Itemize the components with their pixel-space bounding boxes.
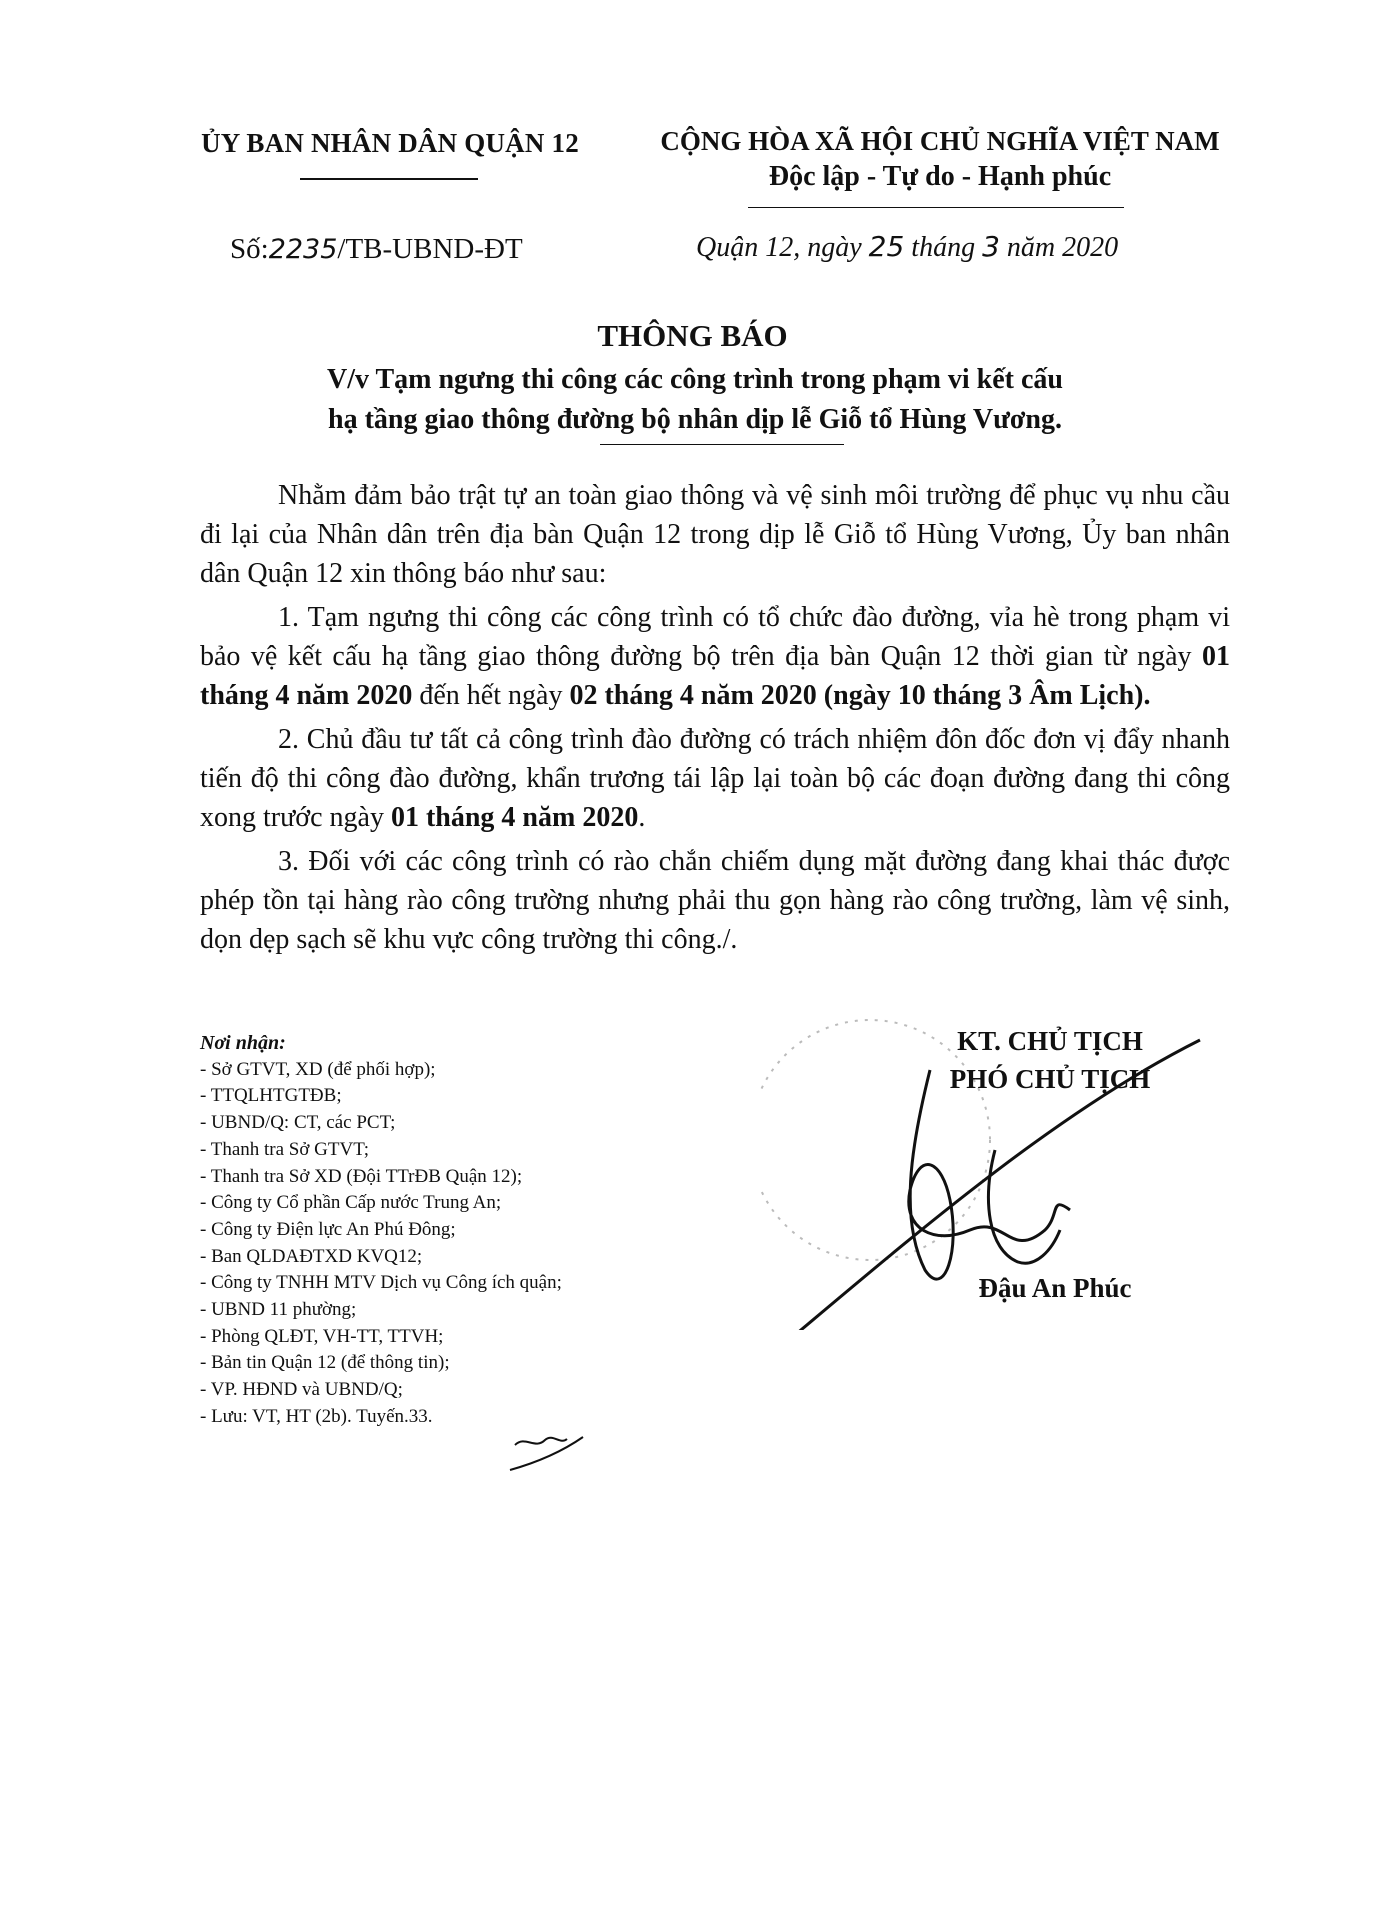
recipient-item: - Công ty TNHH MTV Dịch vụ Công ích quận; [200,1272,562,1294]
intro-paragraph: Nhằm đảm bảo trật tự an toàn giao thông và vệ sinh môi trường để phục vụ nhu cầu đi lại của Nhân dân trên địa bàn Quận 12 trong dịp lễ Giỗ tổ Hùng Vương, Ủy ban nhân dân Quận 12 xin thông báo như sau: [200,480,1230,589]
country-name: CỘNG HÒA XÃ HỘI CHỦ NGHĨA VIỆT NAM [660,126,1220,156]
item-2-paragraph: 2. Chủ đầu tư tất cả công trình đào đường có trách nhiệm đôn đốc đơn vị đẩy nhanh tiến độ thi công đào đường, khẩn trương tái lập lại toàn bộ các đoạn đường đang thi công xong trước ngày 01 tháng 4 năm 2020. [200,724,1230,833]
recipient-item: - Bản tin Quận 12 (để thông tin); [200,1352,450,1374]
signature-title-1: KT. CHỦ TỊCH [957,1026,1143,1056]
motto-underline [748,207,1124,208]
doc-number-suffix: /TB-UBND-ĐT [337,233,523,265]
agency-underline [300,178,478,180]
recipients-title: Nơi nhận: [200,1032,286,1054]
recipient-item: - UBND 11 phường; [200,1299,357,1321]
subject-line-2: hạ tầng giao thông đường bộ nhân dịp lễ Giỗ tổ Hùng Vương. [328,404,1062,435]
document-number [230,233,523,266]
document-title: THÔNG BÁO [597,318,788,353]
recipient-item: - Công ty Điện lực An Phú Đông; [200,1218,456,1240]
doc-number-handwritten: 2235 [268,234,338,265]
signer-name: Đậu An Phúc [978,1273,1132,1303]
item-3-paragraph: 3. Đối với các công trình có rào chắn chiếm dụng mặt đường đang khai thác được phép tồn tại hàng rào công trường nhưng phải thu gọn hàng rào công trường, làm vệ sinh, dọn dẹp sạch sẽ khu vực công trường thi công./. [200,846,1230,955]
subject-underline [600,444,844,445]
recipient-item: - Thanh tra Sở GTVT; [200,1138,370,1160]
date-year: năm 2020 [999,232,1119,263]
date-day: 25 [868,230,905,263]
date-month: 3 [982,230,1000,263]
signature-title-2: PHÓ CHỦ TỊCH [949,1064,1151,1094]
recipient-item: - VP. HĐND và UBND/Q; [200,1379,403,1401]
date-place: Quận 12, ngày [696,232,869,263]
handwritten-initials-icon [505,1425,585,1475]
national-heading [640,126,1240,193]
date-line [696,230,1118,264]
recipient-item: - Lưu: VT, HT (2b). Tuyến.33. [200,1405,433,1427]
recipient-item: - Công ty Cổ phần Cấp nước Trung An; [200,1192,502,1214]
recipient-item: - Ban QLDAĐTXD KVQ12; [200,1245,423,1267]
recipient-item: - Sở GTVT, XD (để phối hợp); [200,1058,436,1080]
signature-block [900,1022,1200,1098]
date-month-label: tháng [904,232,983,263]
recipient-item: - Phòng QLĐT, VH-TT, TTVH; [200,1325,444,1347]
document-body [200,476,1230,964]
doc-number-prefix: Số: [230,233,269,265]
national-motto: Độc lập - Tự do - Hạnh phúc [768,161,1112,192]
issuing-agency: ỦY BAN NHÂN DÂN QUẬN 12 [201,128,579,158]
subject-line-1: V/v Tạm ngưng thi công các công trình trong phạm vi kết cấu [326,364,1064,395]
item-1-paragraph: 1. Tạm ngưng thi công các công trình có tổ chức đào đường, vỉa hè trong phạm vi bảo vệ kết cấu hạ tầng giao thông đường bộ trên địa bàn Quận 12 thời gian từ ngày 01 tháng 4 năm 2020 đến hết ngày 02 tháng 4 năm 2020 (ngày 10 tháng 3 Âm Lịch). [200,602,1230,711]
recipient-item: - Thanh tra Sở XD (Đội TTrĐB Quận 12); [200,1165,523,1187]
recipient-item: - TTQLHTGTĐB; [200,1085,342,1107]
recipient-item: - UBND/Q: CT, các PCT; [200,1112,396,1134]
document-subject [200,360,1190,440]
recipients-list [200,1030,562,1431]
